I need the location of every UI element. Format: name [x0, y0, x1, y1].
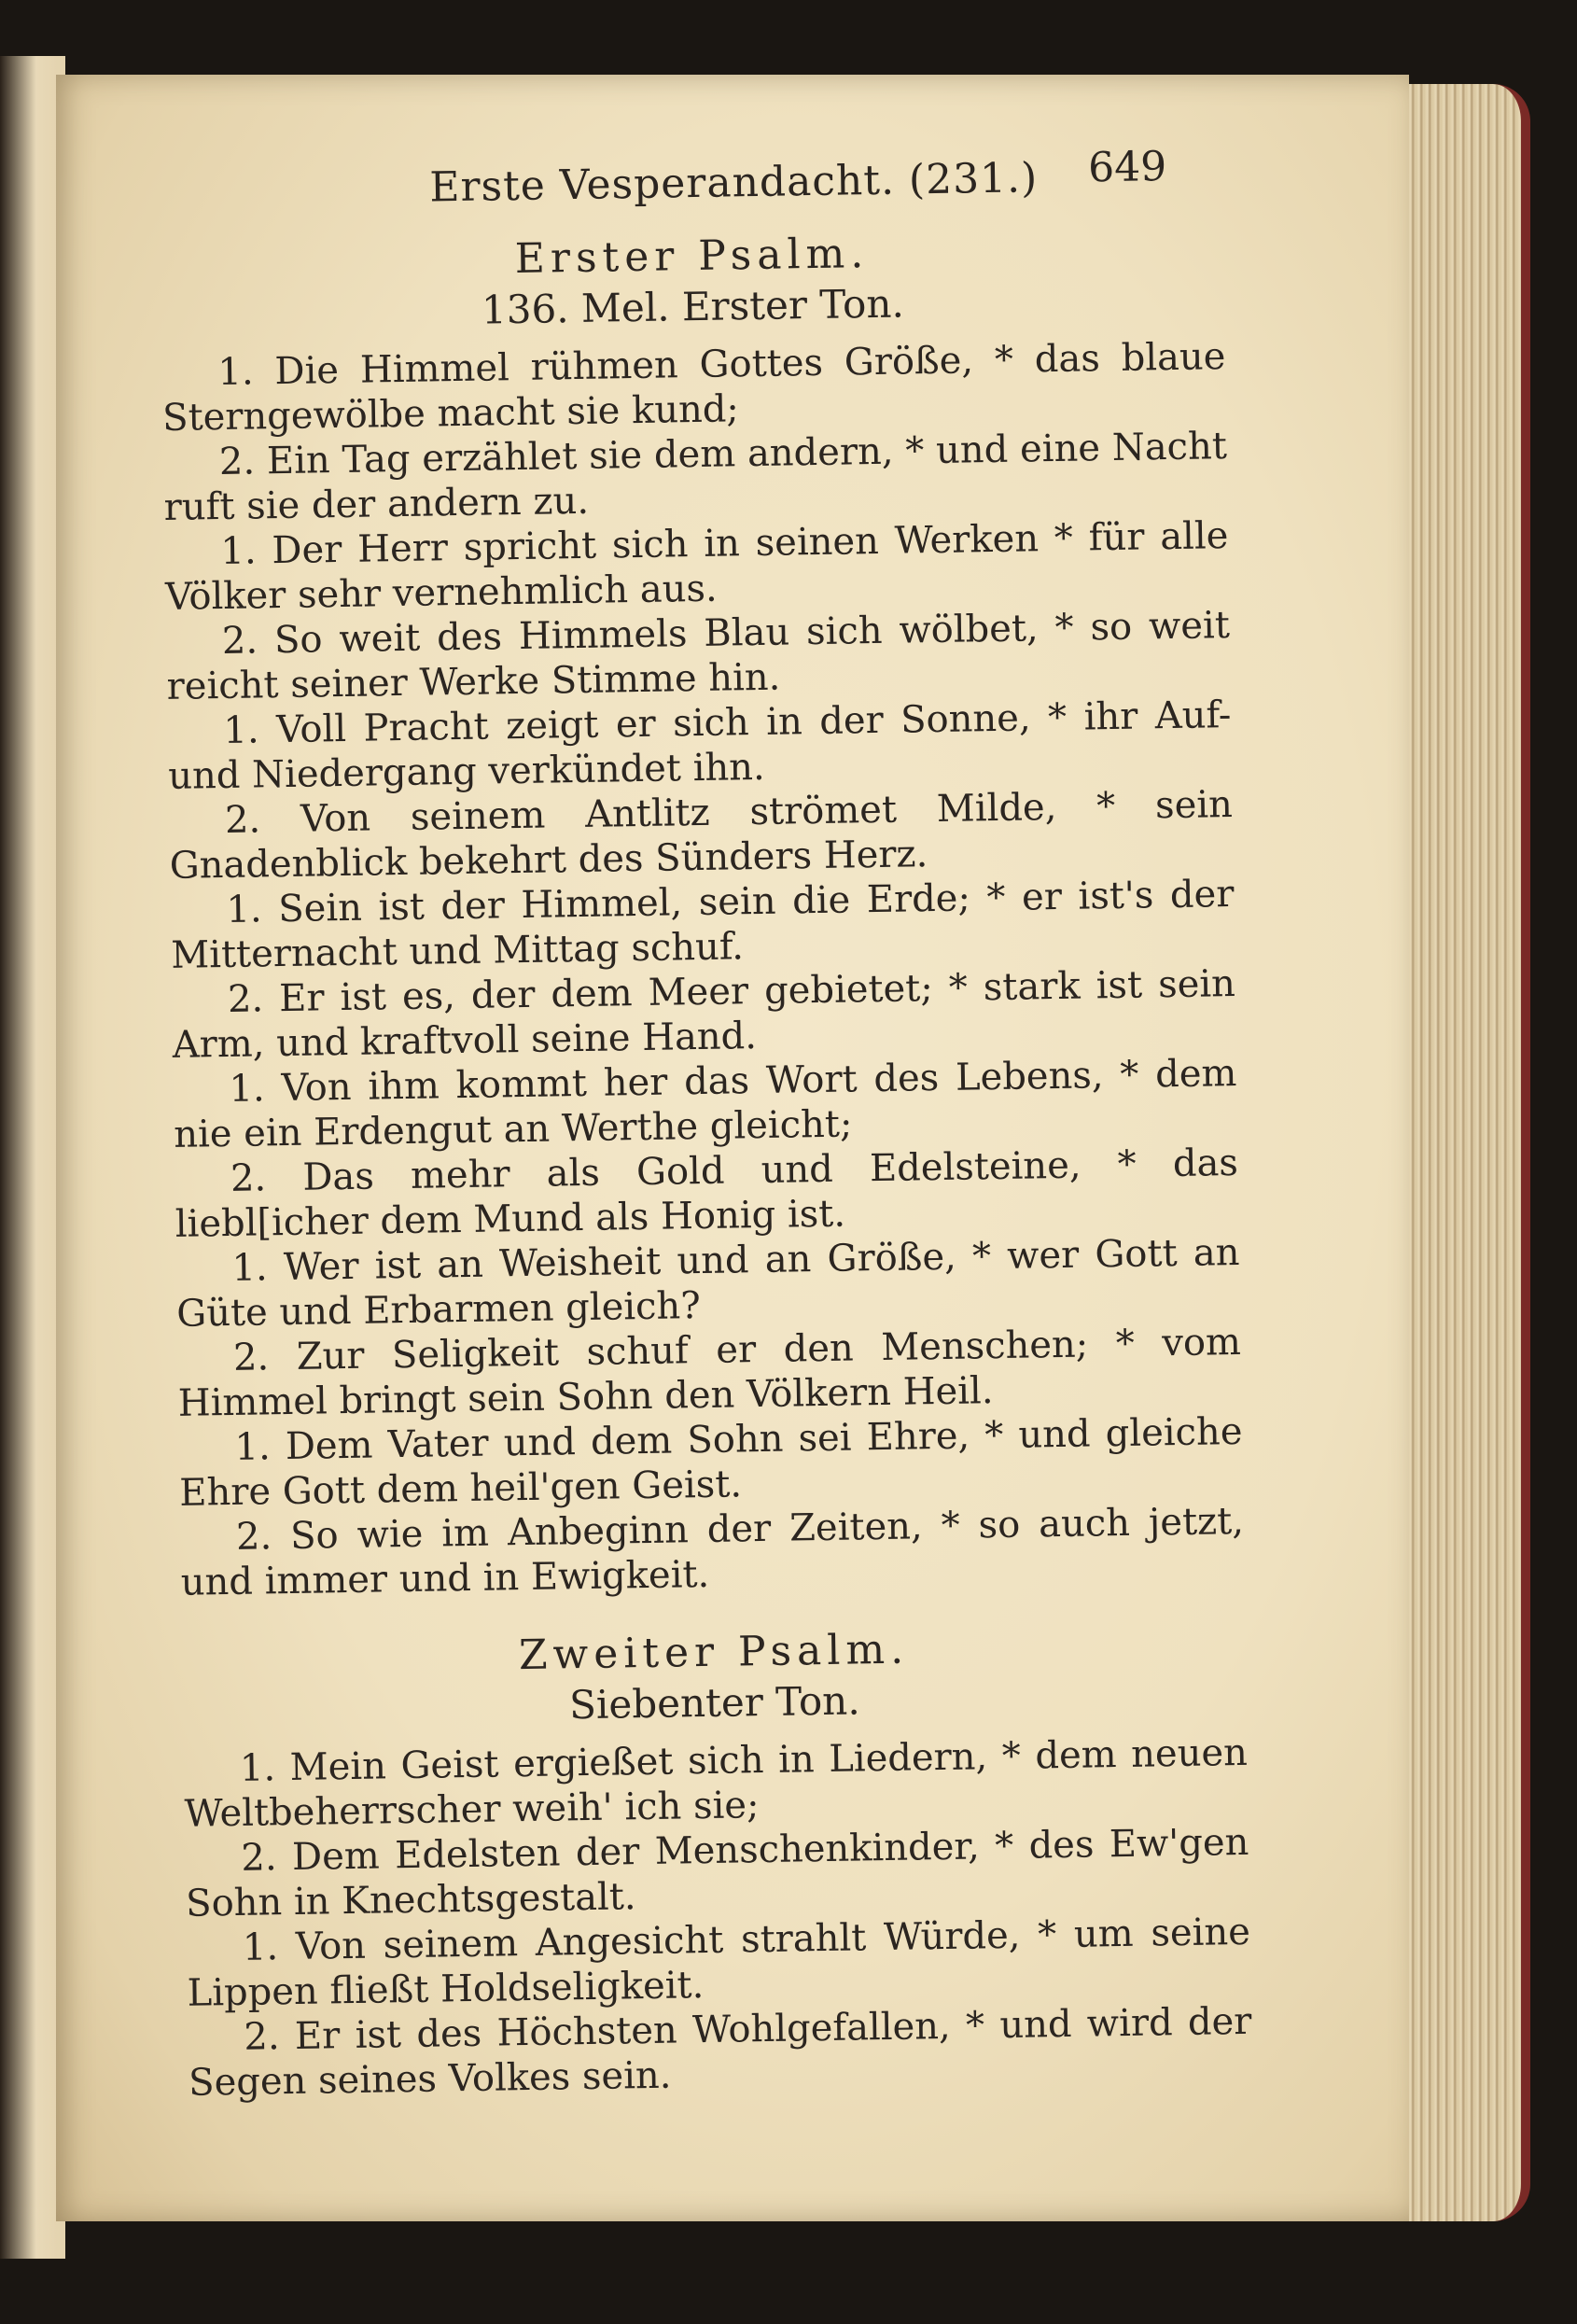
- verse: 1. Von seinem Angesicht strahlt Würde, * um seine Lippen fließt Holdseligkeit.: [187, 1910, 1251, 2015]
- verse: 2. So weit des Himmels Blau sich wölbet, * so weit reicht seiner Werke Stimme hin.: [166, 604, 1231, 708]
- verse: 1. Dem Vater und dem Sohn sei Ehre, * und gleiche Ehre Gott dem heil'gen Geist.: [178, 1409, 1243, 1515]
- verse: 1. Voll Pracht zeigt er sich in der Sonne, * ihr Auf- und Niedergang verkündet ihn.: [167, 693, 1232, 798]
- page-number: 649: [1087, 143, 1167, 192]
- psalm1-subheading: 136. Mel. Erster Ton.: [481, 280, 905, 333]
- running-head: [159, 143, 1223, 233]
- page-text: [159, 143, 1252, 2106]
- verse: 2. Er ist des Höchsten Wohlgefallen, * und wird der Segen seines Volkes sein.: [188, 1999, 1252, 2105]
- psalm2-subheading: Siebenter Ton.: [568, 1677, 860, 1729]
- page-edges: [1390, 84, 1530, 2221]
- verse: 1. Sein ist der Himmel, sein die Erde; * er ist's der Mitternacht und Mittag schuf.: [170, 872, 1235, 977]
- psalm1-heading: Erster Psalm.: [514, 230, 870, 284]
- verse: 2. Ein Tag erzählet sie dem andern, * und eine Nacht ruft sie der andern zu.: [163, 425, 1228, 529]
- verse: 2. Von seinem Antlitz strömet Milde, * sein Gnadenblick bekehrt des Sünders Herz.: [169, 783, 1234, 888]
- verse: 2. Das mehr als Gold und Edelsteine, * das liebl[icher dem Mund als Honig ist.: [174, 1141, 1239, 1246]
- verse: 2. Er ist es, der dem Meer gebietet; * stark ist sein Arm, und kraftvoll seine Hand.: [172, 961, 1236, 1067]
- verse: 1. Wer ist an Weisheit und an Größe, * wer Gott an Güte und Erbarmen gleich?: [175, 1230, 1240, 1336]
- running-head-title: Erste Vesperandacht. (231.): [428, 154, 1039, 212]
- verse: 1. Mein Geist ergießet sich in Liedern, * dem neuen Weltbeherrscher weih' ich sie;: [184, 1730, 1249, 1836]
- book-page: [56, 75, 1409, 2221]
- verse: 1. Der Herr spricht sich in seinen Werken * für alle Völker sehr vernehmlich aus.: [164, 514, 1229, 619]
- verse: 1. Die Himmel rühmen Gottes Größe, * das blaue Sterngewölbe macht sie kund;: [161, 335, 1226, 440]
- verse: 2. Dem Edelsten der Menschenkinder, * des Ew'gen Sohn in Knechtsgestalt.: [185, 1820, 1249, 1925]
- psalm2-heading: Zweiter Psalm.: [518, 1625, 910, 1680]
- verse: 2. So wie im Anbeginn der Zeiten, * so auch jetzt, und immer und in Ewigkeit.: [180, 1499, 1245, 1604]
- verse: 1. Von ihm kommt her das Wort des Lebens, * dem nie ein Erdengut an Werthe gleicht;: [173, 1051, 1237, 1156]
- verse: 2. Zur Seligkeit schuf er den Menschen; * vom Himmel bringt sein Sohn den Völkern Heil.: [177, 1320, 1242, 1425]
